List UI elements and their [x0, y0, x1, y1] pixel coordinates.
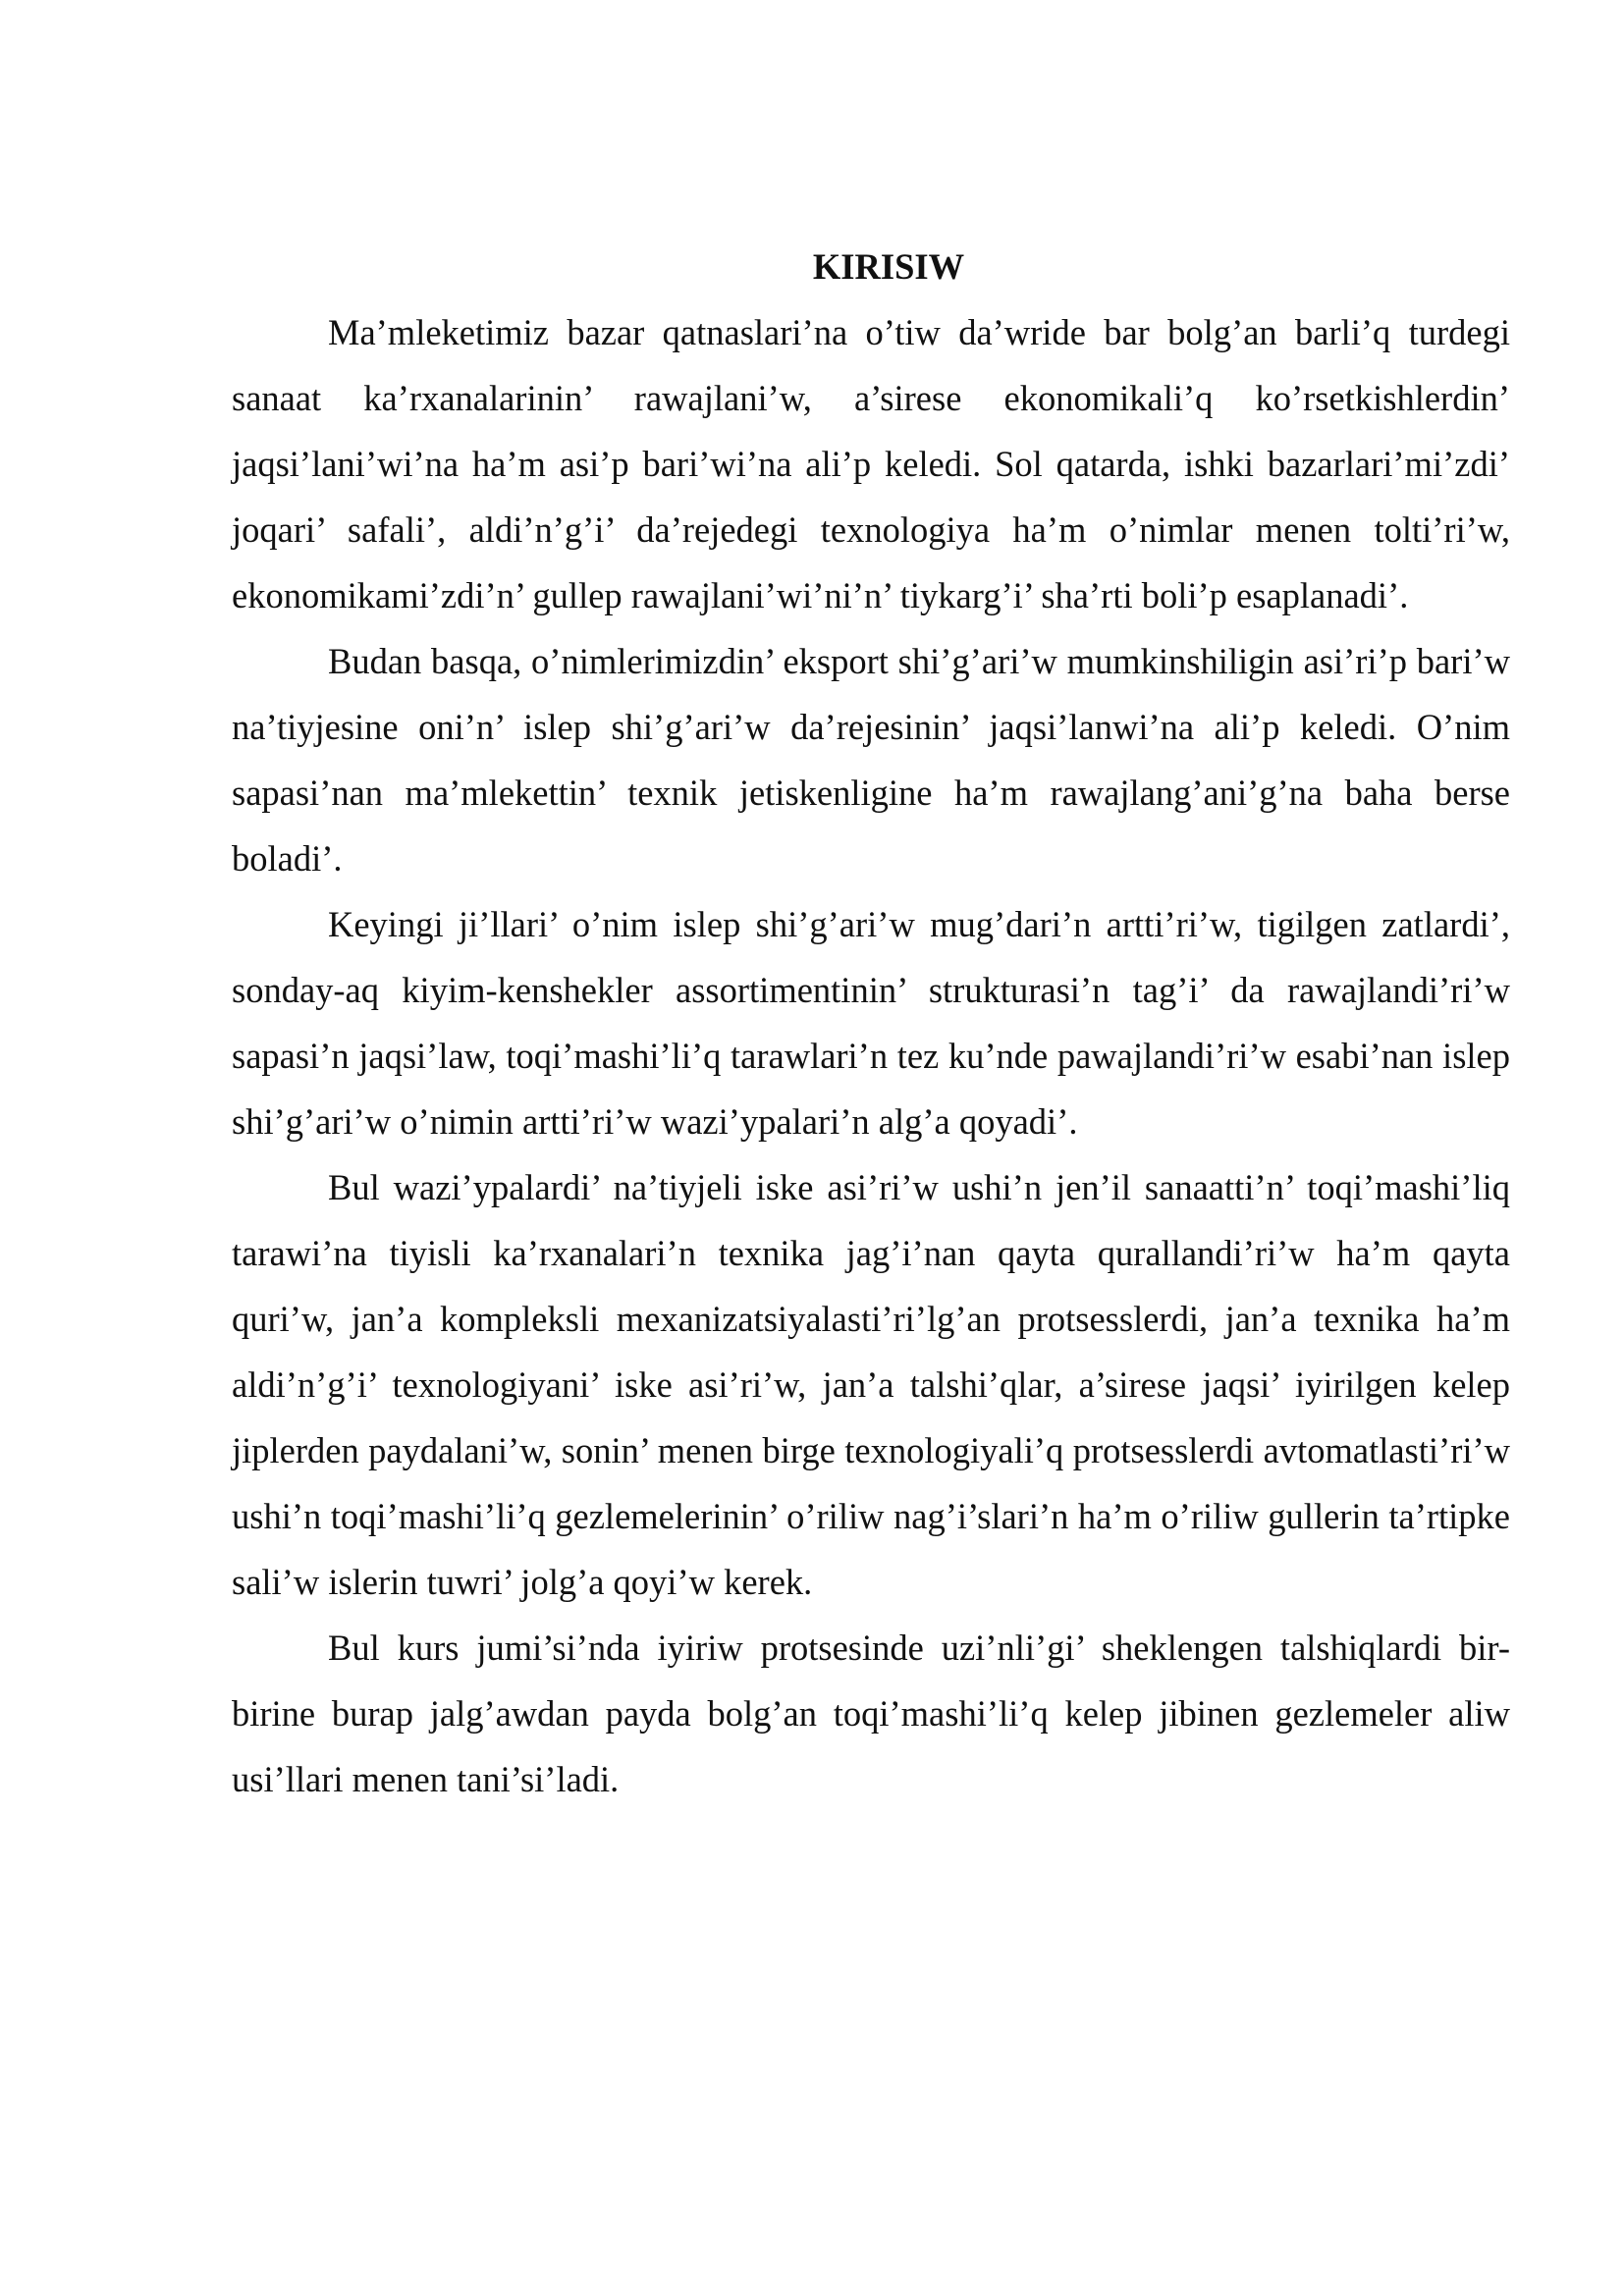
paragraph-5: Bul kurs jumi’si’nda iyiriw protsesinde uzi’nli’gi’ sheklengen talshiqlardi bir-birine burap jalg’awdan payda bolg’an toqi’mashi’li’q kelep jibinen gezlemeler aliw usi’llari menen tani’si’ladi.: [232, 1628, 1510, 1799]
document-heading: KIRISIW: [812, 246, 965, 287]
paragraph-1: Ma’mleketimiz bazar qatnaslari’na o’tiw da’wride bar bolg’an barli’q turdegi sanaat ka’rxanalarinin’ rawajlani’w, a’sirese ekonomikali’q ko’rsetkishlerdin’ jaqsi’lani’wi’na ha’m asi’p bari’wi’na ali’p keledi. Sol qatarda, ishki bazarlari’mi’zdi’ joqari’ safali’, aldi’n’g’i’ da’rejedegi texnologiya ha’m o’nimlar menen tolti’ri’w, ekonomikami’zdi’n’ gullep rawajlani’wi’ni’n’ tiykarg’i’ sha’rti boli’p esaplanadi’.: [232, 312, 1510, 615]
paragraph-3: Keyingi ji’llari’ o’nim islep shi’g’ari’w mug’dari’n artti’ri’w, tigilgen zatlardi’, sonday-aq kiyim-kenshekler assortimentinin’ strukturasi’n tag’i’ da rawajlandi’ri’w sapasi’n jaqsi’law, toqi’mashi’li’q tarawlari’n tez ku’nde pawajlandi’ri’w esabi’nan islep shi’g’ari’w o’nimin artti’ri’w wazi’ypalari’n alg’a qoyadi’.: [232, 904, 1510, 1142]
paragraph-4: Bul wazi’ypalardi’ na’tiyjeli iske asi’ri’w ushi’n jen’il sanaatti’n’ toqi’mashi’liq tarawi’na tiyisli ka’rxanalari’n texnika jag’i’nan qayta qurallandi’ri’w ha’m qayta quri’w, jan’a kompleksli mexanizatsiyalasti’ri’lg’an protsesslerdi, jan’a texnika ha’m aldi’n’g’i’ texnologiyani’ iske asi’ri’w, jan’a talshi’qlar, a’sirese jaqsi’ iyirilgen kelep jiplerden paydalani’w, sonin’ menen birge texnologiyali’q protsesslerdi avtomatlasti’ri’w ushi’n toqi’mashi’li’q gezlemelerinin’ o’riliw nag’i’slari’n ha’m o’riliw gullerin ta’rtipke sali’w islerin tuwri’ jolg’a qoyi’w kerek.: [232, 1167, 1510, 1602]
paragraph-2: Budan basqa, o’nimlerimizdin’ eksport shi’g’ari’w mumkinshiligin asi’ri’p bari’w na’tiyjesine oni’n’ islep shi’g’ari’w da’rejesinin’ jaqsi’lanwi’na ali’p keledi. O’nim sapasi’nan ma’mlekettin’ texnik jetiskenligine ha’m rawajlang’ani’g’na baha berse boladi’.: [232, 641, 1510, 879]
document-body: [232, 234, 1510, 1812]
